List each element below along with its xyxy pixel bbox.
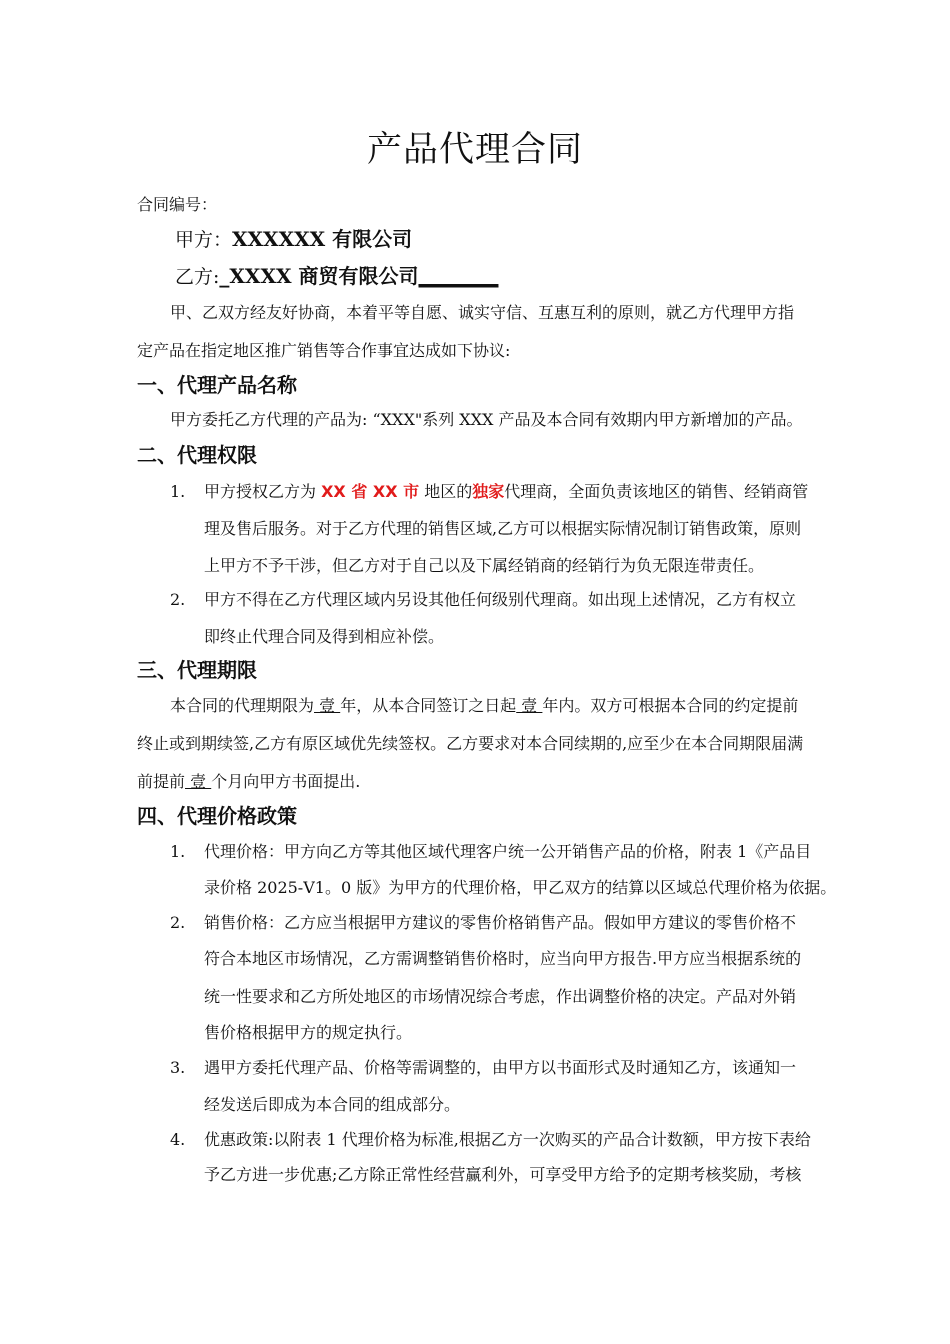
highlight-exclusive: 独家 [472,482,505,501]
section-2-item-2-number: 2. [170,590,186,609]
term-text-a: 本合同的代理期限为 [170,696,315,715]
item-1-text-pre: 甲方授权乙方为 [204,482,322,501]
section-4-item-4-line-1: 优惠政策:以附表 1 代理价格为标准,根据乙方一次购买的产品合计数额，甲方按下表给 [204,1130,811,1149]
section-3-heading: 三、代理期限 [137,658,257,682]
section-4-heading: 四、代理价格政策 [137,804,297,828]
section-1-text: 甲方委托乙方代理的产品为: “XXX"系列 XXX 产品及本合同有效期内甲方新增加的产品。 [170,410,803,429]
intro-line-1: 甲、乙双方经友好协商，本着平等自愿、诚实守信、互惠互利的原则，就乙方代理甲方指 [170,303,795,322]
section-4-item-3-line-1: 遇甲方委托代理产品、价格等需调整的，由甲方以书面形式及时通知乙方，该通知一 [204,1058,797,1077]
section-4-item-2-line-2: 符合本地区市场情况，乙方需调整销售价格时，应当向甲方报告.甲方应当根据系统的 [204,949,802,968]
section-2-item-1-line-2: 理及售后服务。对于乙方代理的销售区域,乙方可以根据实际情况制订销售政策，原则 [204,519,802,538]
party-a-label: 甲方： [175,229,233,251]
party-b-label: 乙方: [175,266,220,288]
section-3-line-1 [170,695,798,717]
section-4-item-1-line-2: 录价格 2025-V1。0 版》为甲方的代理价格，甲乙双方的结算以区域总代理价格为依据。 [204,878,837,897]
section-3-line-3 [137,771,360,793]
section-4-item-3-line-2: 经发送后即成为本合同的组成部分。 [204,1095,461,1114]
party-b-blank: ________ [418,264,499,288]
section-3-line-2: 终止或到期续签,乙方有原区域优先续签权。乙方要求对本合同续期的,应至少在本合同期限届满 [137,734,804,753]
section-4-item-2-line-4: 售价格根据甲方的规定执行。 [204,1023,413,1042]
party-a-name: XXXXXX 有限公司 [232,227,413,251]
term-years-value: 壹 [314,696,341,715]
section-2-item-1-line-1 [204,481,808,503]
section-4-item-3-number: 3. [170,1058,186,1077]
item-1-text-mid: 地区的 [419,482,473,501]
document-title: 产品代理合同 [366,130,583,170]
section-2-item-2-line-2: 即终止代理合同及得到相应补偿。 [204,627,445,646]
section-2-item-1-line-3: 上甲方不予干涉，但乙方对于自己以及下属经销商的经销行为负无限连带责任。 [204,556,765,575]
item-1-text-post: 代理商，全面负责该地区的销售、经销商管 [504,482,809,501]
intro-line-2: 定产品在指定地区推广销售等合作事宜达成如下协议: [137,341,511,360]
party-b-name: _XXXX 商贸有限公司 [219,264,419,288]
term-years-value-2: 壹 [516,696,543,715]
notice-months-value: 壹 [185,772,212,791]
term-text-e: 年内。双方可根据本合同的约定提前 [542,696,799,715]
term-text-c: 年，从本合同签订之日起 [340,696,517,715]
notice-text-a: 前提前 [137,772,186,791]
section-4-item-1-number: 1. [170,842,186,861]
section-4-item-4-line-2: 予乙方进一步优惠;乙方除正常性经营赢利外，可享受甲方给予的定期考核奖励，考核 [204,1165,802,1184]
highlight-region: XX 省 XX 市 [321,482,420,501]
section-4-item-2-line-1: 销售价格：乙方应当根据甲方建议的零售价格销售产品。假如甲方建议的零售价格不 [204,913,797,932]
notice-text-c: 个月向甲方书面提出. [211,772,361,791]
section-4-item-2-number: 2. [170,913,186,932]
section-1-heading: 一、代理产品名称 [137,373,297,397]
section-4-item-4-number: 4. [170,1130,186,1149]
section-4-item-2-line-3: 统一性要求和乙方所处地区的市场情况综合考虑，作出调整价格的决定。产品对外销 [204,987,797,1006]
contract-number-label: 合同编号： [137,195,218,214]
party-b-line [175,262,498,291]
party-a-line [175,225,412,254]
section-2-item-1-number: 1. [170,482,186,501]
section-4-item-1-line-1: 代理价格：甲方向乙方等其他区域代理客户统一公开销售产品的价格，附表 1《产品目 [204,842,812,861]
section-2-item-2-line-1: 甲方不得在乙方代理区域内另设其他任何级别代理商。如出现上述情况，乙方有权立 [204,590,797,609]
section-2-heading: 二、代理权限 [137,443,257,467]
